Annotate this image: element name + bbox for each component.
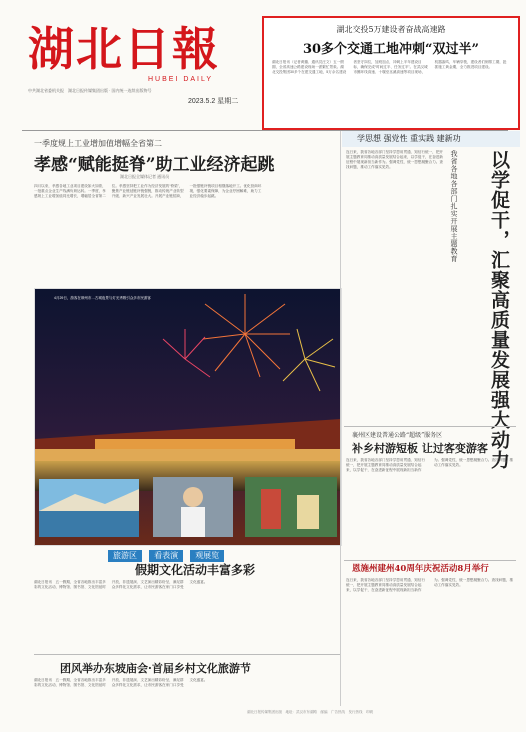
top-headline-title[interactable]: 30多个交通工地冲刺“双过半” bbox=[302, 42, 480, 57]
right-column-body: 连日来，我省各地各部门坚持学思用贯通、知信行统一，把开展主题教育同推动高质量发展结合起来，以学促干，在奋进新征程中展现新担当新作为。强调党性，统一思想凝聚合力。查找问题，推动工作落实见效。 bbox=[346, 150, 444, 169]
feature-byline: 湖北日报全媒体记者 通讯员 bbox=[120, 174, 170, 179]
issue-weekday: 星期二 bbox=[217, 98, 239, 105]
column-divider bbox=[340, 131, 341, 706]
top-headline-box[interactable] bbox=[262, 16, 520, 130]
photo-caption: 4月29日，游客在荆州市…古城夜景与灯光秀吸引众多市民游客 bbox=[54, 296, 151, 300]
top-headline-body: 湖北日报讯（记者黄璐、通讯员汪文）五一假期，全省高速公路建设现场一派繁忙景象。湖北交投集团30多个在建交通工地，5万余名建设者坚守岗位，加班加点，冲刺上半年建设目标，确保完成“时间过半、任务过半”。在武汉城市圈环线高速、十堰至巫溪高速等项目现场，机器轰鸣，车辆穿梭，建设者们倒排工期，抢抓施工黄金期，全力推进项目建设。 bbox=[272, 60, 507, 74]
section-two-body: 湖北日报讯 五一假期，全省各地推出丰富多彩的文化活动，博物馆、图书馆、文化馆延时开放，非遗展演、文艺演出精彩纷呈，满足群众多样化文化需求，让市民游客在家门口享受文化盛宴。 bbox=[34, 580, 208, 589]
right-section-three-title[interactable]: 恩施州建州40周年庆祝活动8月举行 bbox=[352, 564, 489, 574]
tag-performance[interactable]: 看表演 bbox=[149, 550, 183, 562]
right-column-title[interactable]: 以学促干，汇聚高质量发展强大动力 bbox=[488, 150, 510, 470]
right-section-two-title[interactable]: 补乡村游短板 让过客变游客 bbox=[352, 442, 488, 455]
section-divider bbox=[34, 654, 340, 655]
activity-tags bbox=[108, 543, 226, 560]
newspaper-logo-english: HUBEI DAILY bbox=[148, 76, 214, 83]
top-headline-kicker: 湖北交投5万建设者奋战高速路 bbox=[336, 25, 446, 34]
tag-exhibition[interactable]: 观展览 bbox=[190, 550, 224, 562]
feature-title[interactable]: 孝感“赋能挺脊”助工业经济起跳 bbox=[34, 155, 275, 175]
issue-date-value: 2023.5.2 bbox=[188, 98, 216, 105]
section-three-body: 湖北日报讯 五一假期，全省各地推出丰富多彩的文化活动，博物馆、图书馆、文化馆延时开放，非遗展演、文艺演出精彩纷呈，满足群众多样化文化需求，让市民游客在家门口享受文化盛宴。 bbox=[34, 678, 208, 687]
night-festival-image bbox=[35, 289, 341, 545]
tag-tourist-area[interactable]: 旅游区 bbox=[108, 550, 142, 562]
right-column-subtitle: 我省各地各部门扎实开展主题教育 bbox=[450, 150, 458, 263]
campaign-slogan: 学思想 强党性 重实践 建新功 bbox=[357, 134, 461, 143]
issue-date bbox=[188, 96, 238, 106]
newspaper-logo: 湖北日報 bbox=[28, 22, 220, 76]
right-section-two-kicker: 襄州区建设普通公路“超级”服务区 bbox=[352, 432, 443, 439]
right-divider-2 bbox=[344, 560, 516, 561]
right-section-three-body: 连日来，我省各地各部门坚持学思用贯通、知信行统一，把开展主题教育同推动高质量发展结合起来，以学促干，在奋进新征程中展现新担当新作为。强调党性，统一思想凝聚合力。查找问题，推动工作落实见效。 bbox=[346, 578, 514, 592]
right-section-two-body: 连日来，我省各地各部门坚持学思用贯通、知信行统一，把开展主题教育同推动高质量发展结合起来，以学促干，在奋进新征程中展现新担当新作为。强调党性，统一思想凝聚合力。查找问题，推动工作落实见效。 bbox=[346, 458, 514, 472]
section-three-title[interactable]: 团风举办东坡庙会·首届乡村文化旅游节 bbox=[60, 662, 251, 675]
edition-info: 中共湖北省委机关报 湖北日报传媒集团出版 · 国内统一连续出版物号 bbox=[28, 88, 152, 93]
footer-info: 湖北日报传媒集团出版 地址：武汉市东湖路 邮编 广告热线 发行热线 印刷 bbox=[247, 710, 373, 714]
feature-photo[interactable] bbox=[34, 288, 342, 546]
feature-body: 四月以来，孝感各地工业项目建设如火如荼，一批重点企业生产线满负荷运转。一季度，孝感规上工业增加值同比增长，增幅居全省第二位。孝感坚持把工业作为经济发展的“脊梁”，聚焦产业链延链补链强链，推动传统产业转型升级、新兴产业发展壮大。开展产业链招商，一批强链补链项目相继落地开工。优化营商环境，强化要素保障，为企业纾困解难，助力工业经济稳步起跳。 bbox=[34, 184, 262, 198]
masthead bbox=[28, 20, 260, 105]
right-divider bbox=[344, 426, 516, 427]
section-two-title[interactable]: 假期文化活动丰富多彩 bbox=[135, 563, 256, 577]
feature-kicker: 一季度规上工业增加值增幅全省第二 bbox=[34, 139, 162, 148]
